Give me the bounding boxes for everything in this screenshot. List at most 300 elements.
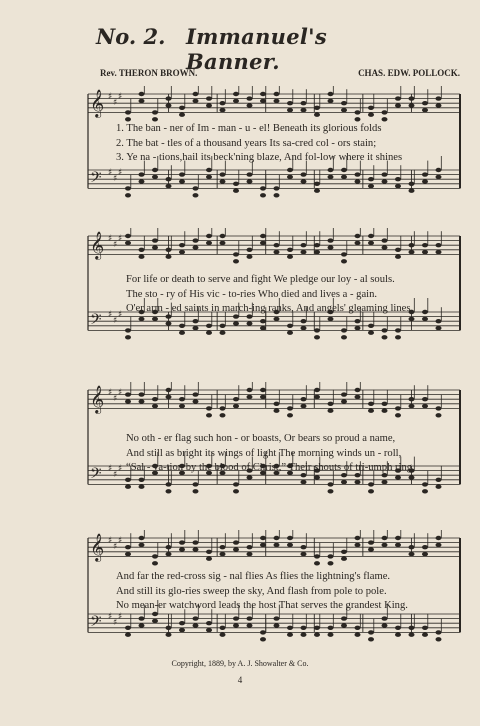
note-head — [355, 326, 361, 330]
note-head — [301, 404, 307, 408]
note-head — [260, 319, 266, 323]
note-head — [193, 193, 199, 197]
note-head — [274, 543, 280, 547]
note-head — [179, 324, 185, 328]
note-head — [152, 619, 158, 623]
sharp-icon: ♯ — [113, 240, 118, 250]
note-head — [193, 92, 199, 96]
note-head — [382, 117, 388, 121]
lyrics-block-2 — [126, 273, 480, 317]
note-head — [125, 478, 131, 482]
note-head — [220, 633, 226, 637]
note-head — [341, 550, 347, 554]
note-head — [328, 245, 334, 249]
note-head — [368, 106, 374, 110]
note-head — [368, 547, 374, 551]
note-head — [287, 108, 293, 112]
note-head — [382, 616, 388, 620]
note-head — [314, 554, 320, 558]
note-head — [206, 96, 212, 100]
note-head — [274, 92, 280, 96]
sharp-icon: ♯ — [118, 536, 123, 546]
note-head — [220, 179, 226, 183]
note-head — [395, 413, 401, 417]
note-head — [436, 406, 442, 410]
note-head — [314, 328, 320, 332]
note-head — [125, 234, 131, 238]
note-head — [436, 103, 442, 107]
note-head — [274, 616, 280, 620]
note-head — [233, 404, 239, 408]
note-head — [139, 392, 145, 396]
sharp-icon: ♯ — [118, 612, 123, 622]
note-head — [166, 96, 172, 100]
note-head — [355, 110, 361, 114]
note-head — [139, 92, 145, 96]
note-head — [328, 561, 334, 565]
sharp-icon: ♯ — [108, 234, 113, 244]
sharp-icon: ♯ — [108, 464, 113, 474]
note-head — [233, 259, 239, 263]
bass-clef-icon: 𝄢 — [90, 169, 102, 190]
note-head — [220, 406, 226, 410]
note-head — [274, 186, 280, 190]
note-head — [274, 402, 280, 406]
note-head — [287, 633, 293, 637]
note-head — [355, 626, 361, 630]
note-head — [368, 402, 374, 406]
note-head — [436, 96, 442, 100]
note-head — [206, 234, 212, 238]
note-head — [233, 540, 239, 544]
note-head — [247, 321, 253, 325]
sharp-icon: ♯ — [108, 310, 113, 320]
note-head — [274, 99, 280, 103]
note-head — [328, 633, 334, 637]
note-head — [152, 175, 158, 179]
note-head — [152, 404, 158, 408]
note-head — [166, 482, 172, 486]
note-head — [166, 184, 172, 188]
note-head — [368, 241, 374, 245]
note-head — [233, 252, 239, 256]
note-head — [422, 101, 428, 105]
note-head — [233, 397, 239, 401]
note-head — [206, 550, 212, 554]
note-head — [409, 552, 415, 556]
note-head — [368, 177, 374, 181]
note-head — [152, 561, 158, 565]
note-head — [436, 319, 442, 323]
note-head — [395, 633, 401, 637]
note-head — [368, 482, 374, 486]
note-head — [287, 168, 293, 172]
note-head — [125, 117, 131, 121]
note-head — [152, 317, 158, 321]
note-head — [395, 406, 401, 410]
note-head — [179, 250, 185, 254]
treble-clef-icon: 𝄞 — [90, 533, 105, 561]
note-head — [220, 172, 226, 176]
note-head — [328, 409, 334, 413]
note-head — [179, 243, 185, 247]
note-head — [125, 193, 131, 197]
note-head — [233, 321, 239, 325]
bass-clef-icon: 𝄢 — [90, 613, 102, 634]
lyrics-block-3 — [126, 432, 480, 476]
note-head — [301, 319, 307, 323]
note-head — [247, 103, 253, 107]
note-head — [193, 186, 199, 190]
note-head — [193, 319, 199, 323]
note-head — [260, 99, 266, 103]
note-head — [382, 335, 388, 339]
sharp-icon: ♯ — [118, 234, 123, 244]
hymn-number: No. 2. — [96, 24, 166, 49]
note-head — [436, 630, 442, 634]
note-head — [166, 395, 172, 399]
note-head — [125, 545, 131, 549]
note-head — [179, 331, 185, 335]
note-head — [152, 238, 158, 242]
note-head — [436, 637, 442, 641]
note-head — [260, 543, 266, 547]
note-head — [125, 485, 131, 489]
sharp-icon: ♯ — [108, 168, 113, 178]
note-head — [436, 478, 442, 482]
lyric-line: No mean-er watchword leads the host That serves the grandest King. — [116, 600, 408, 612]
note-head — [233, 547, 239, 551]
note-head — [233, 616, 239, 620]
note-head — [355, 536, 361, 540]
note-head — [193, 399, 199, 403]
note-head — [193, 482, 199, 486]
note-head — [341, 168, 347, 172]
note-head — [341, 252, 347, 256]
note-head — [193, 245, 199, 249]
note-head — [341, 399, 347, 403]
note-head — [301, 397, 307, 401]
note-head — [314, 633, 320, 637]
note-head — [328, 482, 334, 486]
note-head — [179, 628, 185, 632]
note-head — [274, 243, 280, 247]
note-head — [368, 630, 374, 634]
note-head — [125, 110, 131, 114]
note-head — [260, 630, 266, 634]
note-head — [206, 621, 212, 625]
note-head — [436, 485, 442, 489]
hymn-title: Immanuel's Banner. — [186, 24, 327, 74]
note-head — [287, 101, 293, 105]
note-head — [274, 317, 280, 321]
note-head — [355, 633, 361, 637]
note-head — [314, 626, 320, 630]
note-head — [166, 255, 172, 259]
note-head — [260, 241, 266, 245]
note-head — [166, 545, 172, 549]
sharp-icon: ♯ — [108, 388, 113, 398]
note-head — [125, 633, 131, 637]
note-head — [422, 489, 428, 493]
note-head — [314, 189, 320, 193]
lyric-line: “Sal - va-tion by the blood of Christ,” Their shouts of tri-umph ring, — [126, 462, 415, 474]
lyric-line: The sto - ry of His vic - to-ries Who died and lives a - gain. — [126, 288, 378, 300]
note-head — [422, 243, 428, 247]
note-head — [341, 557, 347, 561]
note-head — [355, 179, 361, 183]
lyric-line: 3. Ye na - tions,hail its beck'ning blaze, And fol-low where it shines — [116, 152, 403, 164]
note-head — [260, 234, 266, 238]
note-head — [422, 172, 428, 176]
note-head — [355, 117, 361, 121]
note-head — [395, 96, 401, 100]
note-head — [193, 99, 199, 103]
note-head — [355, 234, 361, 238]
note-head — [301, 243, 307, 247]
lyrics-block-4 — [116, 570, 480, 614]
lyric-line: And still its glo-ries sweep the sky, And flash from pole to pole. — [116, 585, 387, 597]
note-head — [247, 475, 253, 479]
note-head — [179, 404, 185, 408]
note-head — [233, 189, 239, 193]
note-head — [179, 179, 185, 183]
note-head — [152, 397, 158, 401]
note-head — [355, 395, 361, 399]
lyrics-block-1 — [116, 122, 480, 166]
note-head — [341, 392, 347, 396]
sharp-icon: ♯ — [113, 394, 118, 404]
note-head — [139, 616, 145, 620]
note-head — [260, 193, 266, 197]
note-head — [152, 245, 158, 249]
note-head — [220, 413, 226, 417]
note-head — [206, 175, 212, 179]
note-head — [328, 554, 334, 558]
note-head — [409, 103, 415, 107]
note-head — [409, 633, 415, 637]
note-head — [341, 108, 347, 112]
note-head — [422, 633, 428, 637]
bass-clef-icon: 𝄢 — [90, 465, 102, 486]
sharp-icon: ♯ — [118, 388, 123, 398]
lyric-line: O'er arm - ed saints in march-ing ranks, And angels' gleaming lines. — [126, 303, 414, 315]
note-head — [206, 324, 212, 328]
note-head — [152, 168, 158, 172]
note-head — [179, 540, 185, 544]
note-head — [287, 331, 293, 335]
note-head — [247, 395, 253, 399]
note-head — [260, 388, 266, 392]
note-head — [287, 175, 293, 179]
note-head — [206, 413, 212, 417]
note-head — [301, 545, 307, 549]
note-head — [247, 96, 253, 100]
note-head — [368, 637, 374, 641]
note-head — [139, 179, 145, 183]
note-head — [274, 250, 280, 254]
note-head — [206, 406, 212, 410]
note-head — [247, 616, 253, 620]
note-head — [139, 478, 145, 482]
note-head — [355, 480, 361, 484]
treble-clef-icon: 𝄞 — [90, 385, 105, 413]
note-head — [287, 324, 293, 328]
note-head — [409, 475, 415, 479]
copyright-notice: Copyright, 1889, by A. J. Showalter & Co. — [171, 659, 309, 668]
note-head — [139, 399, 145, 403]
note-head — [247, 545, 253, 549]
lyric-line: 2. The bat - tles of a thousand years Its sa-cred col - ors stain; — [116, 137, 377, 149]
note-head — [422, 482, 428, 486]
note-head — [409, 182, 415, 186]
sharp-icon: ♯ — [118, 310, 123, 320]
note-head — [436, 243, 442, 247]
note-head — [341, 335, 347, 339]
note-head — [301, 108, 307, 112]
note-head — [206, 103, 212, 107]
sharp-icon: ♯ — [113, 618, 118, 628]
note-head — [341, 480, 347, 484]
note-head — [287, 536, 293, 540]
note-head — [314, 395, 320, 399]
note-head — [139, 248, 145, 252]
note-head — [220, 552, 226, 556]
note-head — [382, 543, 388, 547]
note-head — [220, 108, 226, 112]
note-head — [287, 413, 293, 417]
note-head — [422, 250, 428, 254]
note-head — [328, 238, 334, 242]
note-head — [395, 536, 401, 540]
note-head — [395, 248, 401, 252]
note-head — [409, 250, 415, 254]
note-head — [125, 626, 131, 630]
note-head — [395, 335, 401, 339]
note-head — [395, 184, 401, 188]
lyric-line: And far the red-cross sig - nal flies As flies the lightning's flame. — [116, 571, 391, 582]
note-head — [355, 241, 361, 245]
note-head — [247, 248, 253, 252]
note-head — [436, 175, 442, 179]
note-head — [314, 335, 320, 339]
note-head — [422, 626, 428, 630]
note-head — [125, 241, 131, 245]
note-head — [382, 110, 388, 114]
note-head — [260, 395, 266, 399]
note-head — [260, 92, 266, 96]
note-head — [125, 399, 131, 403]
note-head — [341, 101, 347, 105]
note-head — [139, 317, 145, 321]
note-head — [166, 633, 172, 637]
note-head — [436, 536, 442, 540]
note-head — [260, 186, 266, 190]
note-head — [179, 172, 185, 176]
note-head — [179, 547, 185, 551]
note-head — [382, 172, 388, 176]
note-head — [220, 241, 226, 245]
lyric-line: No oth - er flag such hon - or boasts, Or bears so proud a name, — [126, 433, 396, 444]
note-head — [314, 250, 320, 254]
note-head — [382, 409, 388, 413]
note-head — [328, 92, 334, 96]
note-head — [233, 489, 239, 493]
note-head — [166, 388, 172, 392]
note-head — [314, 182, 320, 186]
note-head — [193, 392, 199, 396]
note-head — [152, 110, 158, 114]
note-head — [301, 179, 307, 183]
note-head — [193, 489, 199, 493]
note-head — [382, 328, 388, 332]
note-head — [341, 623, 347, 627]
note-head — [314, 243, 320, 247]
note-head — [179, 397, 185, 401]
note-head — [166, 248, 172, 252]
note-head — [287, 255, 293, 259]
note-head — [395, 255, 401, 259]
note-head — [247, 552, 253, 556]
note-head — [409, 397, 415, 401]
note-head — [287, 543, 293, 547]
note-head — [409, 96, 415, 100]
note-head — [368, 113, 374, 117]
note-head — [139, 536, 145, 540]
note-head — [422, 552, 428, 556]
note-head — [233, 182, 239, 186]
note-head — [247, 388, 253, 392]
note-head — [152, 554, 158, 558]
note-head — [166, 626, 172, 630]
note-head — [220, 101, 226, 105]
note-head — [382, 623, 388, 627]
note-head — [395, 543, 401, 547]
lyricist-credit: Rev. THERON BROWN. — [100, 68, 198, 78]
sharp-icon: ♯ — [113, 98, 118, 108]
note-head — [193, 238, 199, 242]
note-head — [422, 317, 428, 321]
note-head — [206, 168, 212, 172]
note-head — [368, 184, 374, 188]
note-head — [247, 172, 253, 176]
note-head — [368, 234, 374, 238]
note-head — [341, 175, 347, 179]
note-head — [355, 172, 361, 176]
sharp-icon: ♯ — [113, 316, 118, 326]
note-head — [193, 547, 199, 551]
note-head — [422, 179, 428, 183]
note-head — [395, 475, 401, 479]
note-head — [341, 259, 347, 263]
note-head — [436, 168, 442, 172]
note-head — [220, 545, 226, 549]
note-head — [301, 480, 307, 484]
sharp-icon: ♯ — [118, 464, 123, 474]
bass-clef-icon: 𝄢 — [90, 311, 102, 332]
note-head — [179, 113, 185, 117]
note-head — [193, 540, 199, 544]
note-head — [287, 248, 293, 252]
note-head — [422, 397, 428, 401]
note-head — [125, 552, 131, 556]
note-head — [382, 402, 388, 406]
note-head — [355, 388, 361, 392]
page-number: 4 — [237, 675, 243, 685]
note-head — [274, 623, 280, 627]
note-head — [301, 626, 307, 630]
note-head — [247, 255, 253, 259]
